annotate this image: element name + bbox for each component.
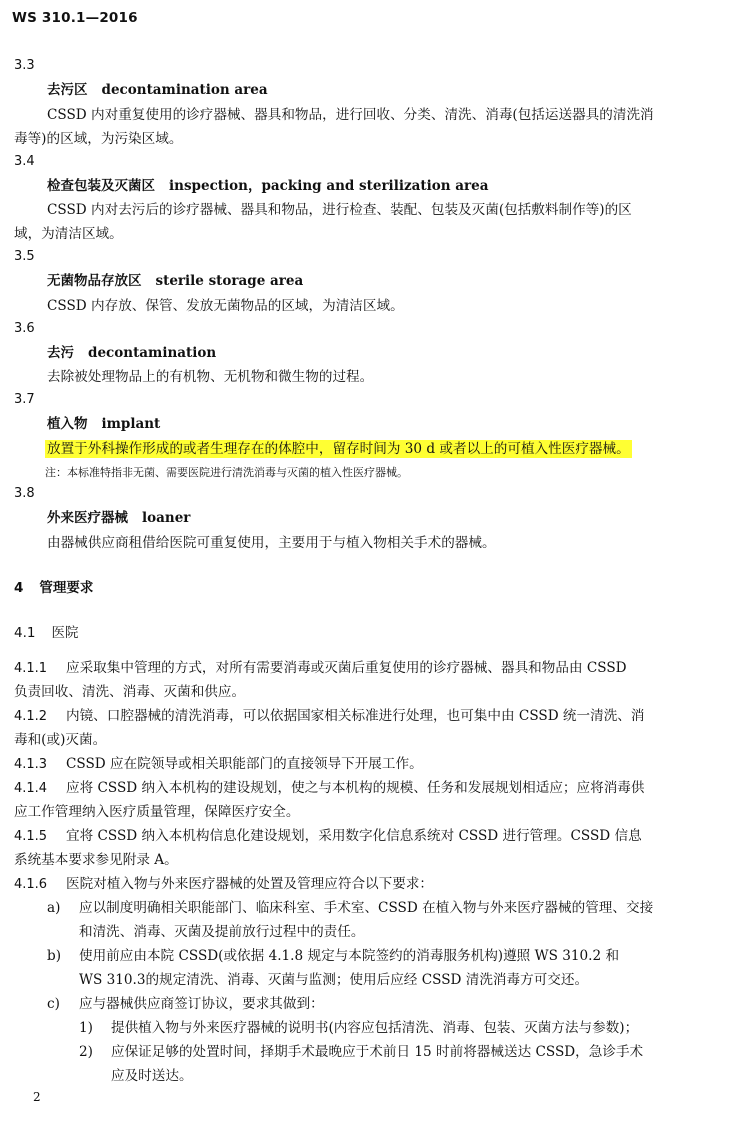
clause-text: CSSD 应在院领导或相关职能部门的直接领导下开展工作。 — [66, 756, 423, 772]
term-heading — [47, 271, 303, 291]
clause-number: 3.4 — [14, 154, 35, 169]
clause-text: 应将 CSSD 纳入本机构的建设规划，使之与本机构的规模、任务和发展规划相适应；应将消毒供 — [66, 780, 645, 796]
clause-line — [14, 874, 433, 895]
list-label: b) — [47, 948, 62, 964]
definition-text: CSSD 内对重复使用的诊疗器械、器具和物品，进行回收、分类、清洗、消毒(包括运送器具的清洗消 — [47, 107, 654, 123]
clause-number: 4.1.5 — [14, 829, 48, 844]
sublist-label: 2) — [79, 1044, 93, 1060]
subsection-number: 4.1 — [14, 625, 36, 641]
term-heading — [47, 414, 160, 434]
clause-number: 4.1.3 — [14, 757, 48, 772]
subsection-heading — [14, 623, 78, 643]
sublist-label: 1) — [79, 1020, 93, 1036]
clause-number: 4.1.2 — [14, 709, 48, 724]
section-heading — [14, 578, 93, 598]
list-text: WS 310.3的规定清洗、消毒、灭菌与监测；使用后应经 CSSD 清洗消毒方可交还。 — [79, 972, 589, 988]
sublist-text: 应保证足够的处置时间，择期手术最晚应于术前日 15 时前将器械送达 CSSD，急诊手术 — [111, 1044, 644, 1060]
clause-text: 毒和(或)灭菌。 — [14, 732, 107, 748]
list-label: a) — [47, 900, 61, 916]
definition-note: 注：本标准特指非无菌、需要医院进行清洗消毒与灭菌的植入性医疗器械。 — [45, 466, 408, 479]
term-en: decontamination — [88, 345, 217, 361]
list-label: c) — [47, 996, 60, 1012]
list-item — [47, 946, 619, 966]
term-cn: 去污区 — [47, 82, 88, 98]
clause-text: 应采取集中管理的方式，对所有需要消毒或灭菌后重复使用的诊疗器械、器具和物品由 CSSD — [66, 660, 627, 676]
term-en: implant — [101, 416, 161, 432]
list-text: 应以制度明确相关职能部门、临床科室、手术室、CSSD 在植入物与外来医疗器械的管理、交接 — [79, 900, 654, 916]
section-title: 管理要求 — [39, 580, 94, 596]
page-number: 2 — [33, 1090, 41, 1104]
definition-text: 由器械供应商租借给医院可重复使用，主要用于与植入物相关手术的器械。 — [47, 535, 496, 551]
clause-line — [14, 706, 644, 727]
term-en: loaner — [142, 510, 191, 526]
clause-text: 内镜、口腔器械的清洗消毒，可以依据国家相关标准进行处理，也可集中由 CSSD 统一清洗、消 — [66, 708, 645, 724]
term-cn: 无菌物品存放区 — [47, 273, 142, 289]
term-heading — [47, 508, 190, 528]
term-heading — [47, 176, 488, 196]
sublist-text: 提供植入物与外来医疗器械的说明书(内容应包括清洗、消毒、包装、灭菌方法与参数)； — [111, 1020, 639, 1036]
definition-text: CSSD 内存放、保管、发放无菌物品的区域，为清洁区域。 — [47, 298, 404, 314]
clause-text: 负责回收、清洗、消毒、灭菌和供应。 — [14, 684, 246, 700]
list-text: 和清洗、消毒、灭菌及提前放行过程中的责任。 — [79, 924, 365, 940]
clause-number: 3.8 — [14, 486, 35, 501]
term-cn: 外来医疗器械 — [47, 510, 128, 526]
list-item — [47, 898, 653, 918]
term-cn: 检查包装及灭菌区 — [47, 178, 155, 194]
clause-text: 系统基本要求参见附录 A。 — [14, 852, 178, 868]
clause-text: 医院对植入物与外来医疗器械的处置及管理应符合以下要求： — [66, 876, 434, 892]
clause-number: 3.6 — [14, 321, 35, 336]
definition-text: 域，为清洁区域。 — [14, 226, 123, 242]
clause-line — [14, 754, 423, 775]
sublist-text: 应及时送达。 — [111, 1068, 193, 1084]
clause-line — [14, 826, 642, 847]
clause-number: 3.7 — [14, 392, 35, 407]
definition-text: 毒等)的区域，为污染区域。 — [14, 131, 183, 147]
clause-text: 宜将 CSSD 纳入本机构信息化建设规划，采用数字化信息系统对 CSSD 进行管理。CSSD 信息 — [66, 828, 642, 844]
highlighted-definition — [47, 439, 632, 459]
term-cn: 去污 — [47, 345, 74, 361]
list-text: 使用前应由本院 CSSD(或依据 4.1.8 规定与本院签约的消毒服务机构)遵照 WS 310.2 和 — [79, 948, 620, 964]
clause-number: 4.1.6 — [14, 877, 48, 892]
document-code-header: WS 310.1—2016 — [12, 10, 138, 26]
definition-text: 去除被处理物品上的有机物、无机物和微生物的过程。 — [47, 369, 374, 385]
term-en: sterile storage area — [155, 273, 304, 289]
term-en: decontamination area — [101, 82, 268, 98]
clause-line — [14, 778, 644, 799]
list-item — [47, 994, 324, 1014]
clause-number: 4.1.1 — [14, 661, 48, 676]
list-text: 应与器械供应商签订协议，要求其做到： — [79, 996, 324, 1012]
clause-line — [14, 658, 627, 679]
sublist-item — [79, 1018, 638, 1038]
clause-number: 3.3 — [14, 58, 35, 73]
section-number: 4 — [14, 580, 24, 596]
highlight-mark: 放置于外科操作形成的或者生理存在的体腔中，留存时间为 30 d 或者以上的可植入性医疗器械。 — [47, 441, 630, 457]
definition-text: CSSD 内对去污后的诊疗器械、器具和物品，进行检查、装配、包装及灭菌(包括敷料制作等)的区 — [47, 202, 632, 218]
clause-number: 4.1.4 — [14, 781, 48, 796]
clause-text: 应工作管理纳入医疗质量管理，保障医疗安全。 — [14, 804, 300, 820]
clause-number: 3.5 — [14, 249, 35, 264]
subsection-title: 医院 — [51, 625, 79, 641]
term-en: inspection，packing and sterilization area — [169, 178, 489, 194]
sublist-item — [79, 1042, 643, 1062]
term-cn: 植入物 — [47, 416, 88, 432]
term-heading — [47, 343, 216, 363]
term-heading — [47, 80, 268, 100]
